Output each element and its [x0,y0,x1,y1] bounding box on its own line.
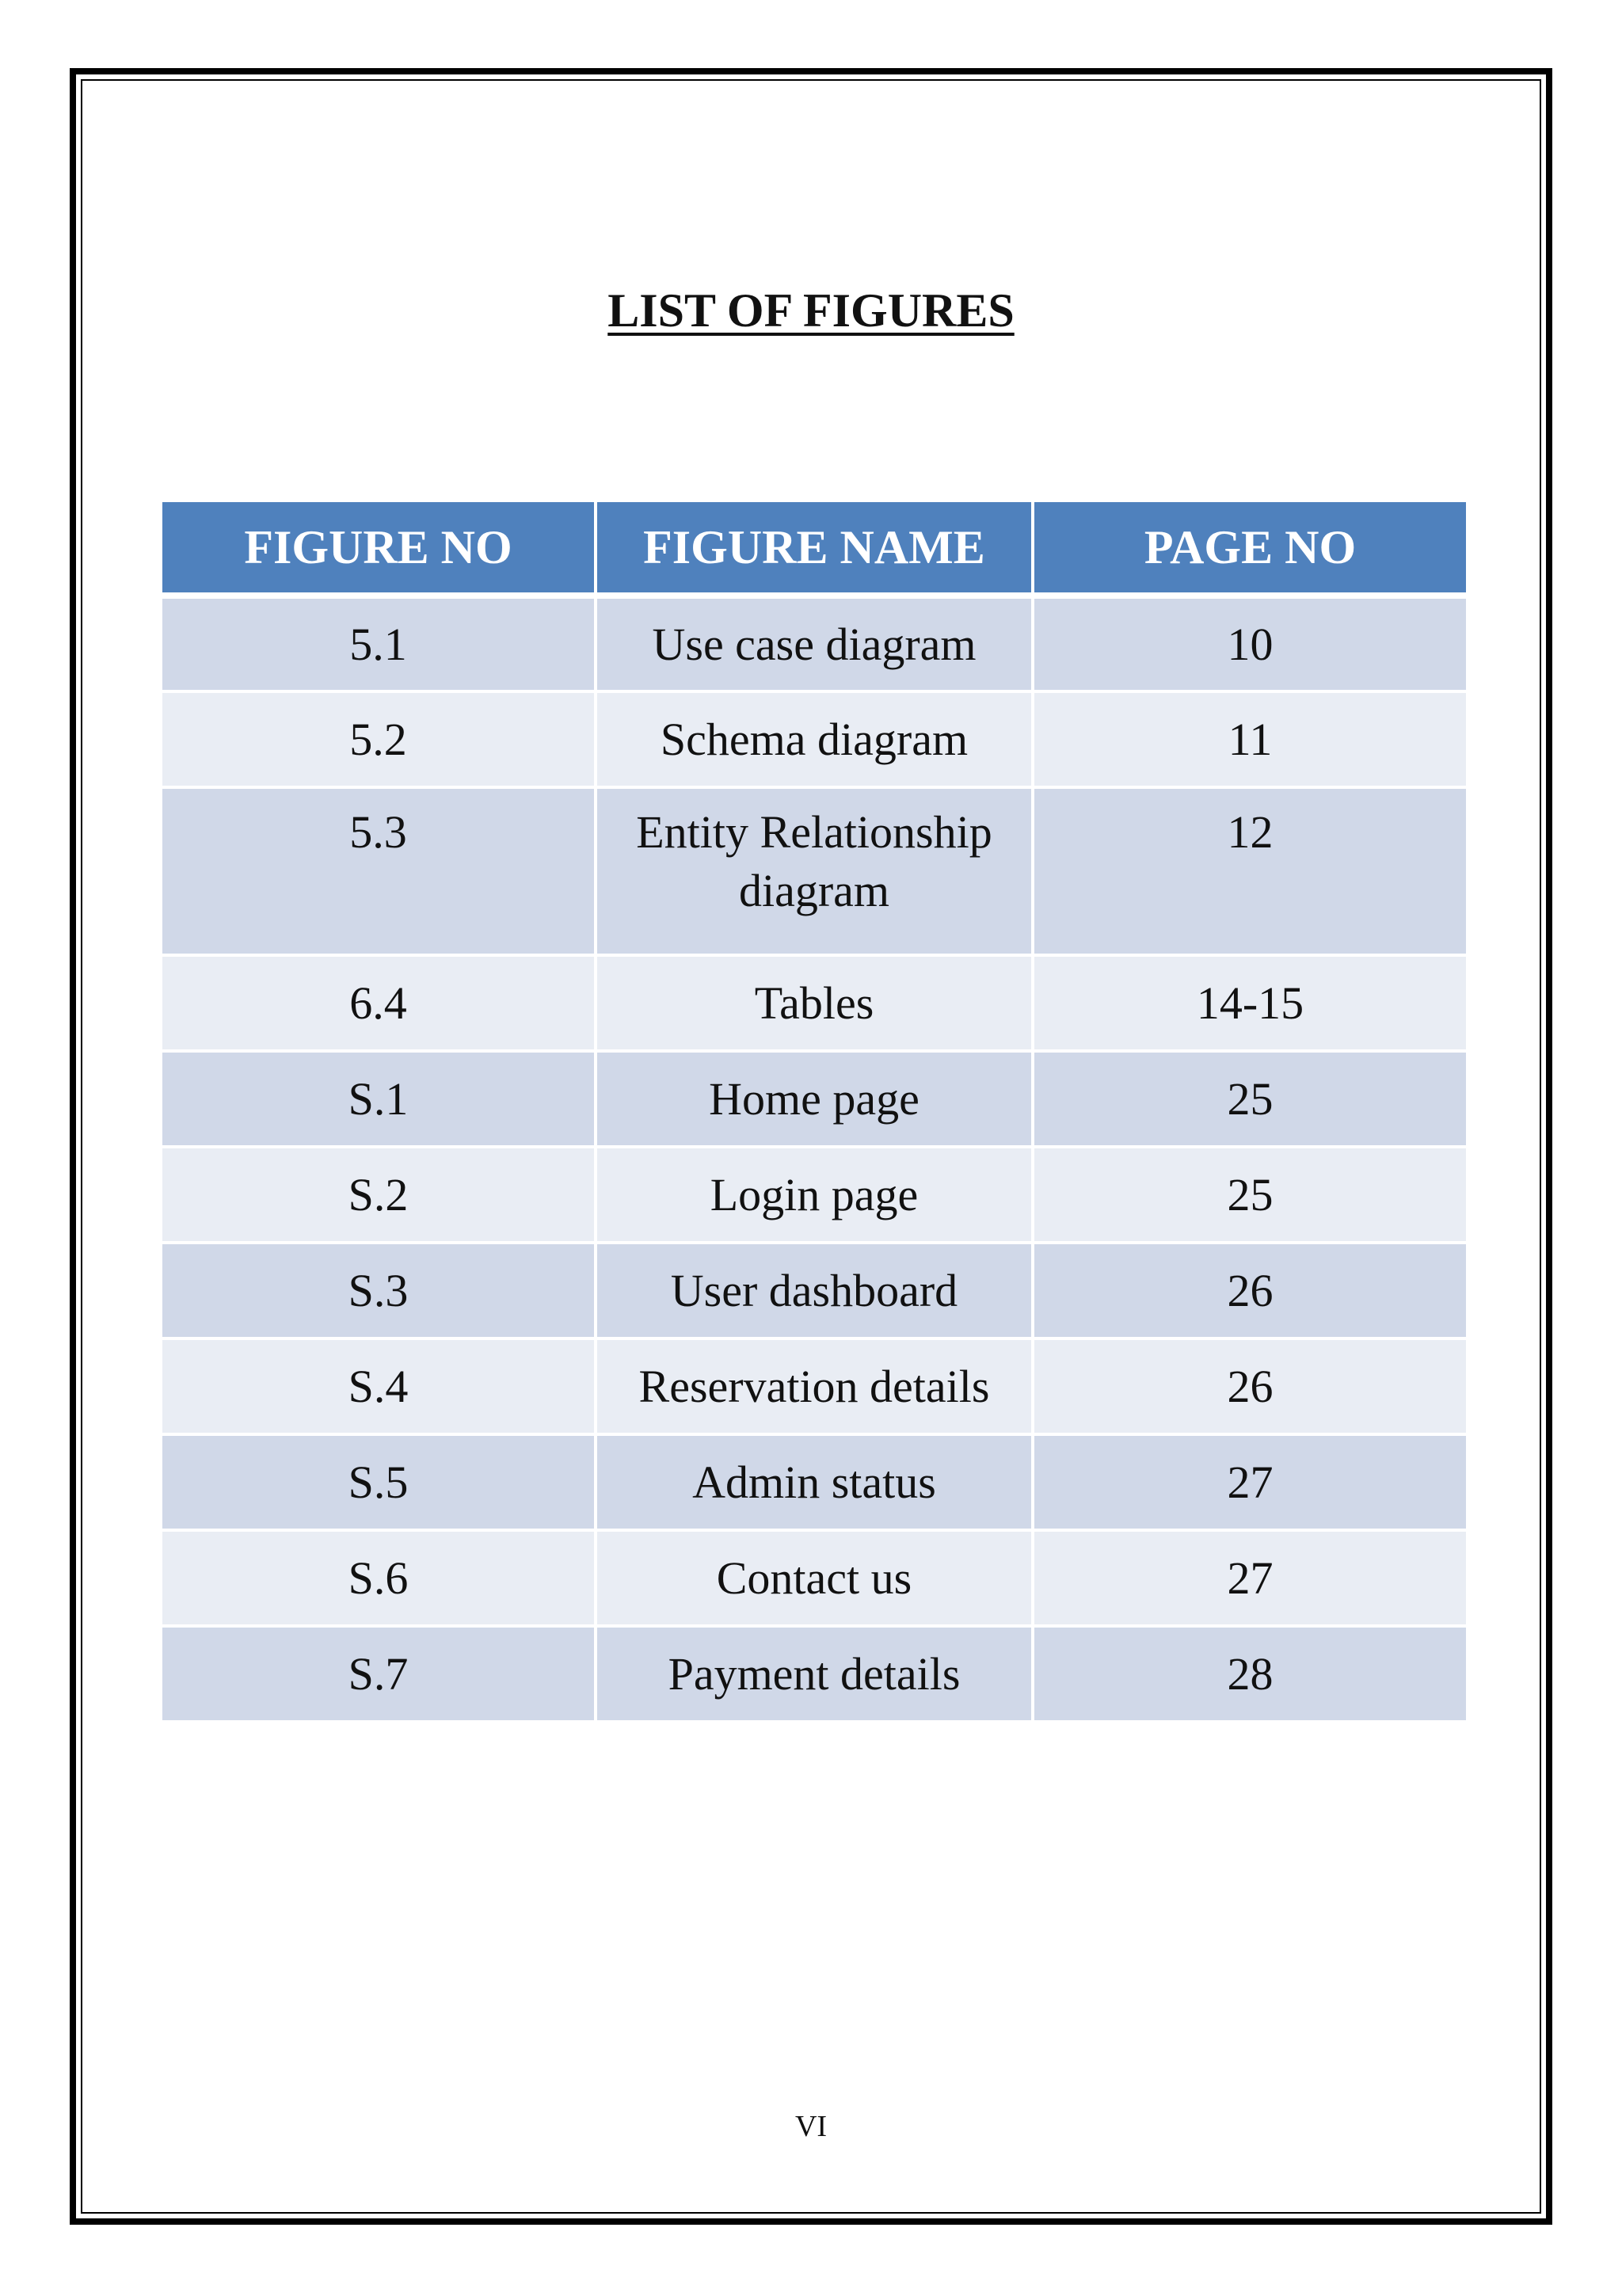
header-figure-no: FIGURE NO [161,501,596,596]
figure-no-cell: S.3 [161,1243,596,1338]
figure-no-cell: S.4 [161,1338,596,1434]
table-row [161,1434,1468,1530]
page-no-cell: 26 [1033,1338,1468,1434]
table-row [161,1626,1468,1722]
table-row [161,787,1468,955]
table-row [161,1051,1468,1147]
figure-no-cell: S.5 [161,1434,596,1530]
page-no-cell: 28 [1033,1626,1468,1722]
figure-name-cell: User dashboard [596,1243,1033,1338]
figure-name-cell: Contact us [596,1530,1033,1626]
table-row [161,1530,1468,1626]
figure-name-cell: Entity Relationship diagram [596,787,1033,955]
figure-no-cell: 5.2 [161,691,596,787]
page-title [0,279,1622,342]
table-row [161,596,1468,691]
figure-name-cell: Login page [596,1147,1033,1243]
page-no-cell: 25 [1033,1147,1468,1243]
header-page-no: PAGE NO [1033,501,1468,596]
figure-no-cell: 6.4 [161,955,596,1051]
page-no-cell: 10 [1033,596,1468,691]
page-no-cell: 14-15 [1033,955,1468,1051]
figure-name-cell: Schema diagram [596,691,1033,787]
page-no-cell: 12 [1033,787,1468,955]
table-row [161,691,1468,787]
header-figure-name: FIGURE NAME [596,501,1033,596]
figure-no-cell: S.7 [161,1626,596,1722]
page-no-cell: 26 [1033,1243,1468,1338]
figure-name-cell: Tables [596,955,1033,1051]
figure-name-cell: Use case diagram [596,596,1033,691]
figure-no-cell: S.2 [161,1147,596,1243]
figure-name-cell: Payment details [596,1626,1033,1722]
page-no-cell: 25 [1033,1051,1468,1147]
page-no-cell: 27 [1033,1434,1468,1530]
figure-name-cell: Reservation details [596,1338,1033,1434]
figure-no-cell: 5.1 [161,596,596,691]
figure-name-cell: Admin status [596,1434,1033,1530]
page-title-text: LIST OF FIGURES [607,284,1015,337]
page-number: VI [794,2110,828,2143]
figures-table [159,499,1469,1723]
figure-no-cell: S.6 [161,1530,596,1626]
table-row [161,955,1468,1051]
table-row [161,1147,1468,1243]
table-header-row [161,501,1468,596]
table-row [161,1243,1468,1338]
figure-no-cell: 5.3 [161,787,596,955]
figure-name-cell: Home page [596,1051,1033,1147]
table-row [161,1338,1468,1434]
page-no-cell: 11 [1033,691,1468,787]
figure-no-cell: S.1 [161,1051,596,1147]
page-no-cell: 27 [1033,1530,1468,1626]
